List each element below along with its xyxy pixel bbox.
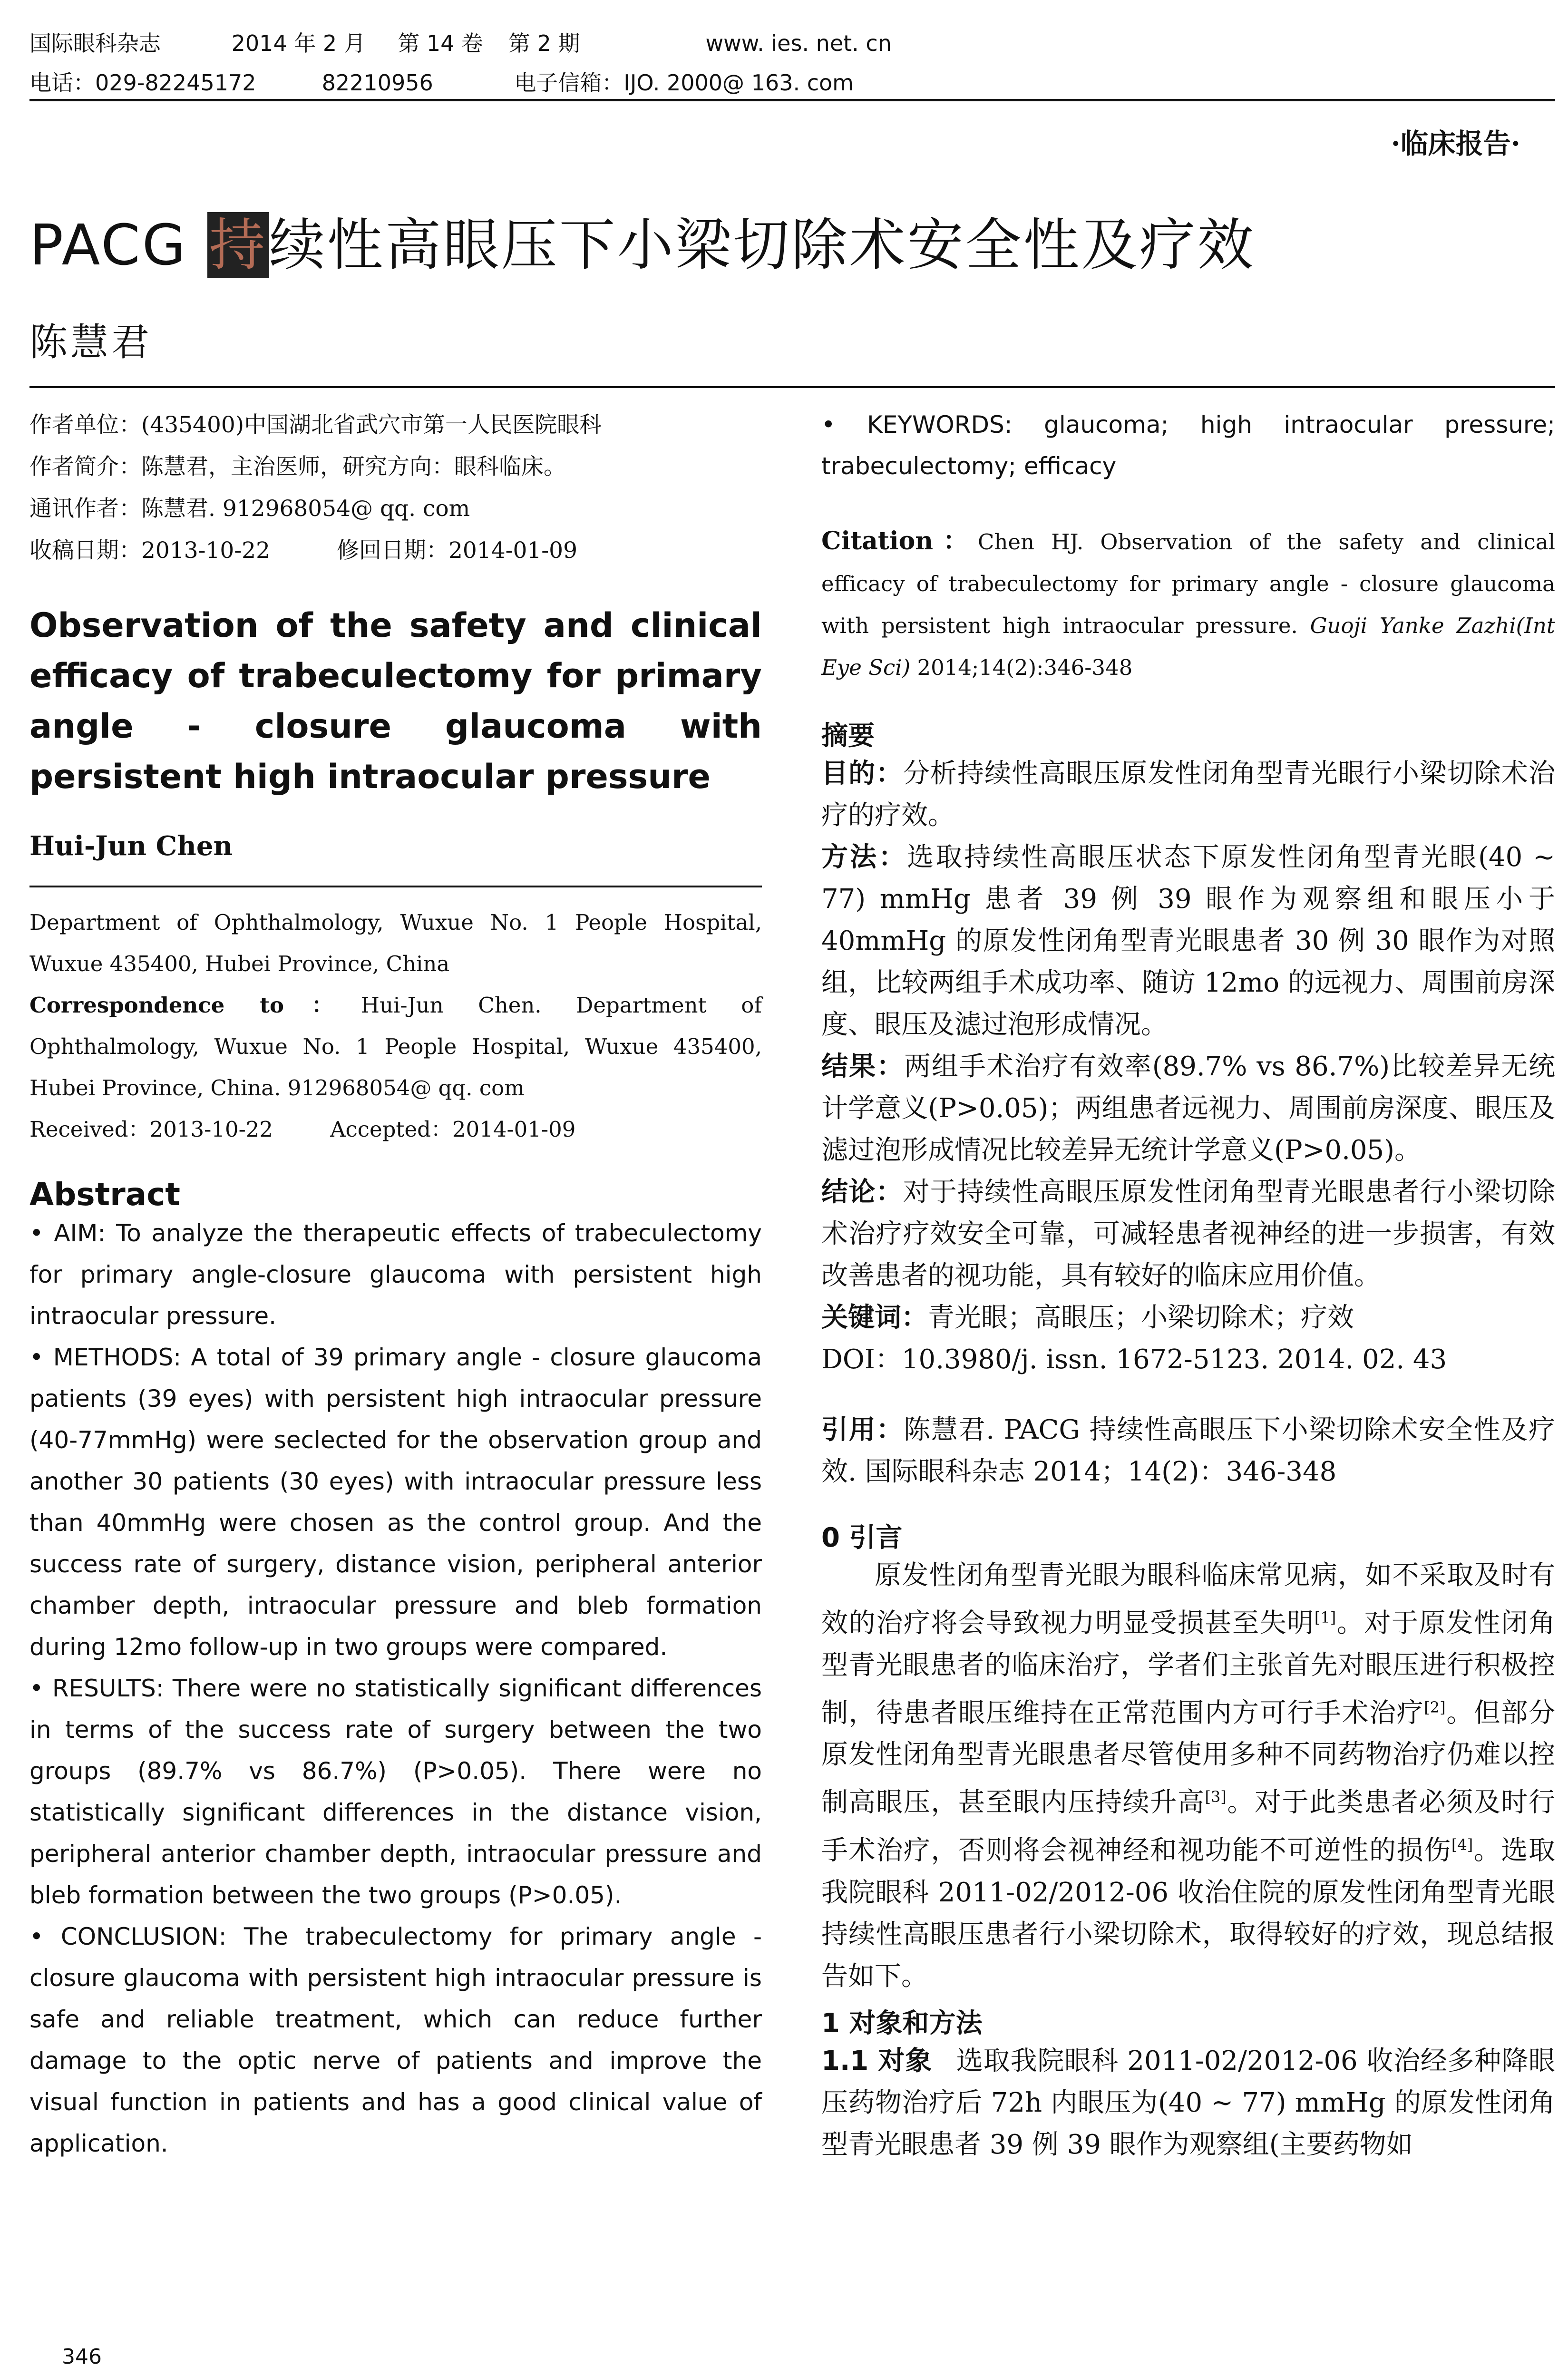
revised-date-cn: 修回日期：2014-01-09 — [336, 537, 577, 564]
cn-aim: 目的：分析持续性高眼压原发性闭角型青光眼行小梁切除术治疗的疗效。 — [821, 758, 1556, 831]
header-rule — [29, 99, 1555, 101]
title-prefix: PACG — [29, 212, 207, 278]
author-rule — [29, 886, 762, 887]
journal-website[interactable]: www. ies. net. cn — [705, 30, 892, 56]
journal-header-line-1 — [29, 26, 892, 58]
ref-1[interactable]: [1] — [1314, 1608, 1336, 1627]
citation-en — [821, 520, 1555, 689]
section-tag: ·临床报告· — [1391, 127, 1520, 160]
dates-en — [29, 1109, 762, 1150]
issue-number: 第 2 期 — [508, 30, 580, 56]
title-rule — [29, 386, 1555, 388]
citation-label: Citation： — [821, 526, 978, 555]
abstract-heading: Abstract — [29, 1176, 180, 1213]
intro-heading: 0 引言 — [821, 1522, 903, 1553]
journal-phone-2: 82210956 — [321, 70, 433, 96]
dates-cn — [29, 530, 762, 572]
correspondence-line — [29, 984, 762, 1109]
cn-results: 结果：两组手术治疗有效率(89.7% vs 86.7%)比较差异无统计学意义(P>0.05)；两组患者远视力、周围前房深度、眼压及滤过泡形成情况比较差异无统计学意义(P>0.05)。 — [821, 1051, 1556, 1166]
left-column — [29, 404, 762, 2164]
citation-tail: 2014;14(2):346-348 — [910, 655, 1133, 680]
volume: 第 14 卷 — [398, 30, 484, 56]
journal-email[interactable]: 电子信箱：IJO. 2000@ 163. com — [514, 70, 854, 96]
page-number: 346 — [62, 2345, 102, 2369]
methods-subjects: 1.1 对象 选取我院眼科 2011-02/2012-06 收治经多种降眼压药物治疗后 72h 内眼压为(40 ~ 77) mmHg 的原发性闭角型青光眼患者 39 例 39 眼作为观察组(主要药物如 — [821, 2045, 1555, 2160]
abstract-methods: • METHODS: A total of 39 primary angle - closure glaucoma patients (39 eyes) with persistent high intraocular pressure (40-77mmHg) were seclected for the observation group and another 30 patients (30 eyes) with intraocular pressure less than 40mmHg were chosen as the control group. And the success rate of surgery, distance vision, peripheral anterior chamber depth, intraocular pressure and bleb formation during 12mo follow-up in two groups were compared. — [29, 1344, 762, 1661]
corresponding-author: 通讯作者：陈慧君. 912968054@ qq. com — [29, 496, 470, 522]
correspondence-text: Hui-Jun Chen. Department of Ophthalmology, Wuxue No. 1 People Hospital, Wuxue 435400, Hubei Province, China. 912968054@ qq. com — [29, 993, 762, 1101]
abstract-results: • RESULTS: There were no statistically significant differences in terms of the success rate of surgery between the two groups (89.7% vs 86.7%) (P>0.05). There were no statistically significant differences in the distance vision, peripheral anterior chamber depth, intraocular pressure and bleb formation between the two groups (P>0.05). — [29, 1675, 762, 1909]
right-column — [821, 404, 1555, 2166]
accepted-date-en: Accepted：2014-01-09 — [330, 1117, 576, 1142]
intro-paragraph: 原发性闭角型青光眼为眼科临床常见病，如不采取及时有效的治疗将会导致视力明显受损甚至失明[1]。对于原发性闭角型青光眼患者的临床治疗，学者们主张首先对眼压进行积极控制，待患者眼压维持在正常范围内方可行手术治疗[2]。但部分原发性闭角型青光眼患者尽管使用多种不同药物治疗仍难以控制高眼压，甚至眼内压持续升高[3]。对于此类患者必须及时行手术治疗，否则将会视神经和视功能不可逆性的损伤[4]。选取我院眼科 2011-02/2012-06 收治住院的原发性闭角型青光眼持续性高眼压患者行小梁切除术，取得较好的疗效，现总结报告如下。 — [821, 1560, 1556, 1992]
methods-heading: 1 对象和方法 — [821, 2007, 983, 2039]
english-author: Hui-Jun Chen — [29, 830, 233, 862]
author-unit: 作者单位：(435400)中国湖北省武穴市第一人民医院眼科 — [29, 412, 602, 438]
correspondence-label: Correspondence to： — [29, 993, 361, 1018]
affiliation-block — [29, 902, 762, 1150]
article-title — [29, 200, 1256, 281]
journal-name: 国际眼科杂志 — [29, 30, 161, 56]
doi[interactable]: DOI：10.3980/j. issn. 1672-5123. 2014. 02. 43 — [821, 1344, 1447, 1375]
department-line: Department of Ophthalmology, Wuxue No. 1 People Hospital, Wuxue 435400, Hubei Province, China — [29, 910, 762, 976]
author-bio: 作者简介：陈慧君，主治医师，研究方向：眼科临床。 — [29, 454, 566, 480]
ref-2[interactable]: [2] — [1424, 1698, 1446, 1716]
cn-citation: 引用：陈慧君. PACG 持续性高眼压下小梁切除术安全性及疗效. 国际眼科杂志 2014；14(2)：346-348 — [821, 1414, 1556, 1487]
journal-header-line-2 — [29, 66, 854, 97]
title-highlight: 持 — [207, 212, 269, 278]
citation-journal: Guoji Yanke Zazhi(Int Eye Sci) — [821, 613, 1555, 680]
cn-abstract-heading: 摘要 — [821, 721, 875, 751]
cn-conclusion: 结论：对于持续性高眼压原发性闭角型青光眼患者行小梁切除术治疗疗效安全可靠，可减轻患者视神经的进一步损害，有效改善患者的视功能，具有较好的临床应用价值。 — [821, 1177, 1556, 1291]
issue-date: 2014 年 2 月 — [231, 30, 366, 56]
english-keywords: • KEYWORDS: glaucoma; high intraocular pressure; trabeculectomy; efficacy — [821, 411, 1555, 480]
received-date-cn: 收稿日期：2013-10-22 — [29, 537, 270, 564]
ref-4[interactable]: [4] — [1451, 1835, 1473, 1854]
ref-3[interactable]: [3] — [1205, 1788, 1227, 1806]
abstract-aim: • AIM: To analyze the therapeutic effects of trabeculectomy for primary angle-closure glaucoma with persistent high intraocular pressure. — [29, 1219, 762, 1330]
english-title: Observation of the safety and clinical efficacy of trabeculectomy for primary angle - closure glaucoma with persistent high intraocular pressure — [29, 606, 762, 796]
cn-keywords: 关键词：青光眼；高眼压；小梁切除术；疗效 — [821, 1302, 1354, 1333]
citation-text: Chen HJ. Observation of the safety and clinical efficacy of trabeculectomy for primary angle - closure glaucoma with persistent high intraocular pressure. — [821, 529, 1555, 638]
cn-methods: 方法：选取持续性高眼压状态下原发性闭角型青光眼(40 ~ 77) mmHg 患者 39 例 39 眼作为观察组和眼压小于 40mmHg 的原发性闭角型青光眼患者 30 例 30 眼作为对照组，比较两组手术成功率、随访 12mo 的远视力、周围前房深度、眼压及滤过泡形成情况。 — [821, 842, 1556, 1040]
received-date-en: Received：2013-10-22 — [29, 1117, 273, 1142]
author-name-cn: 陈慧君 — [29, 320, 152, 364]
journal-phone: 电话：029-82245172 — [29, 70, 256, 96]
title-rest: 续性高眼压下小梁切除术安全性及疗效 — [269, 212, 1256, 278]
abstract-conclusion: • CONCLUSION: The trabeculectomy for primary angle - closure glaucoma with persistent high intraocular pressure is safe and reliable treatment, which can reduce further damage to the optic nerve of patients and improve the visual function in patients and has a good clinical value of application. — [29, 1923, 762, 2157]
